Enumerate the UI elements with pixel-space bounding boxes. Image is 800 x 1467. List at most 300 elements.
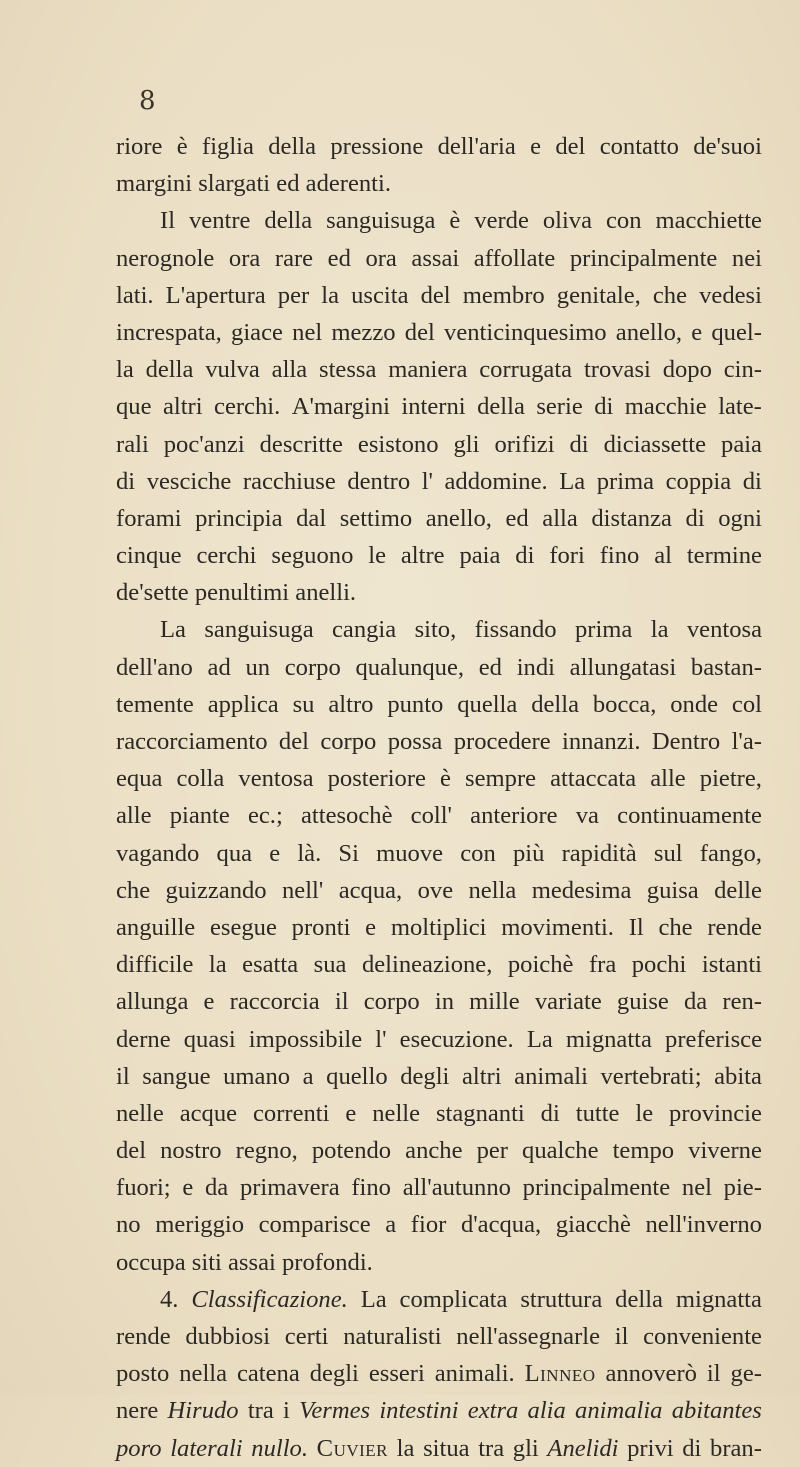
word — [405, 1132, 462, 1169]
text-run: acque — [179, 1099, 238, 1127]
word — [147, 463, 232, 500]
word — [474, 202, 529, 239]
word — [646, 1206, 762, 1243]
word — [435, 983, 454, 1020]
word — [707, 1355, 721, 1392]
word — [531, 686, 579, 723]
word — [718, 388, 762, 425]
word — [368, 537, 386, 574]
text-line — [116, 426, 762, 463]
text-run: applica — [207, 690, 279, 718]
word — [326, 202, 435, 239]
text-run: nel — [681, 1174, 712, 1202]
text-run: il — [334, 988, 349, 1016]
word — [479, 649, 502, 686]
text-run: alla — [542, 504, 578, 532]
text-run: anguille — [116, 913, 196, 941]
text-run: rapidità — [561, 839, 637, 867]
word — [670, 686, 718, 723]
word — [468, 1392, 519, 1429]
text-run: fino — [351, 1174, 391, 1202]
text-run: struttura — [520, 1285, 603, 1313]
text-run: rali — [116, 430, 149, 458]
word — [470, 797, 557, 834]
word — [275, 240, 313, 277]
word — [655, 202, 762, 239]
text-run: mezzo — [331, 318, 396, 346]
text-run: altri — [461, 1062, 502, 1090]
word — [116, 797, 152, 834]
word — [116, 128, 162, 165]
word — [196, 537, 256, 574]
word — [687, 611, 762, 648]
text-run: settimo — [339, 504, 413, 532]
text-line — [116, 872, 762, 909]
text-line — [116, 983, 762, 1020]
text-run: diciassette — [603, 430, 707, 458]
word — [527, 1021, 553, 1058]
text-run: ec.; — [247, 802, 283, 830]
word — [665, 1021, 762, 1058]
word — [474, 240, 555, 277]
text-line — [116, 388, 762, 425]
word — [523, 1169, 671, 1206]
text-line — [116, 1355, 762, 1392]
text-run: coppia — [665, 467, 732, 495]
word — [400, 1281, 508, 1318]
word — [163, 388, 203, 425]
text-run: e — [203, 988, 215, 1016]
word — [208, 649, 231, 686]
text-line — [116, 1169, 762, 1206]
text-run: sua — [313, 951, 347, 979]
word — [269, 835, 280, 872]
text-run: riore — [116, 133, 163, 160]
text-run: istanti — [701, 951, 762, 979]
word — [116, 946, 193, 983]
word — [520, 1281, 602, 1318]
word — [405, 314, 435, 351]
word — [314, 946, 347, 983]
text-run: rende — [707, 913, 762, 941]
text-run: e — [182, 1174, 194, 1202]
body-text — [116, 128, 762, 1467]
word — [202, 128, 254, 165]
word — [566, 1021, 652, 1058]
text-run: fuori; — [116, 1174, 171, 1202]
text-run: esegue — [209, 913, 277, 941]
word — [469, 983, 520, 1020]
word — [575, 1392, 662, 1429]
text-run: per — [277, 281, 310, 309]
word — [264, 202, 312, 239]
word — [116, 1021, 171, 1058]
text-run: distanza — [591, 504, 672, 532]
text-run: bastan- — [690, 653, 762, 681]
text-line — [116, 277, 762, 314]
word — [423, 1430, 469, 1467]
word — [532, 872, 632, 909]
text-run: possa — [387, 728, 443, 755]
word — [550, 760, 636, 797]
text-run: difficile — [116, 951, 194, 979]
text-run: naturalisti — [343, 1323, 442, 1350]
word — [166, 277, 266, 314]
text-line — [116, 574, 762, 611]
text-run: lati. — [116, 281, 154, 309]
text-line — [116, 1206, 762, 1243]
word — [422, 463, 433, 500]
word — [116, 1058, 130, 1095]
text-run: allungatasi — [569, 653, 677, 681]
word — [142, 1058, 210, 1095]
text-run: degli — [400, 1062, 450, 1090]
text-run: ora — [365, 244, 397, 272]
text-run: continuamente — [617, 802, 762, 830]
word — [177, 128, 188, 165]
word — [525, 1355, 596, 1392]
word — [116, 240, 214, 277]
word — [547, 1430, 618, 1467]
word — [722, 983, 762, 1020]
word — [536, 388, 582, 425]
text-run: muove — [376, 839, 444, 867]
word — [292, 388, 390, 425]
word — [461, 1206, 541, 1243]
text-run: de'suoi — [693, 133, 762, 160]
word — [116, 1392, 158, 1429]
text-run: vertebrati; — [600, 1062, 702, 1090]
word — [249, 1021, 362, 1058]
word — [185, 1318, 270, 1355]
word — [116, 1355, 169, 1392]
text-run: i — [283, 1397, 290, 1425]
text-run: vesciche — [146, 467, 232, 495]
text-run: ora — [228, 244, 261, 272]
word — [457, 686, 517, 723]
text-run: allunga — [116, 988, 189, 1016]
word — [635, 1095, 653, 1132]
text-run: vagando — [116, 839, 200, 867]
text-run: forami — [116, 504, 182, 532]
text-run: l' — [375, 1025, 387, 1053]
word — [421, 277, 451, 314]
word — [711, 314, 762, 351]
text-line — [116, 128, 762, 165]
text-run: intestini — [379, 1397, 459, 1425]
word — [411, 240, 459, 277]
text-run: principalmente — [522, 1174, 671, 1202]
text-run: dal — [296, 504, 327, 532]
text-run: temente — [116, 690, 194, 718]
text-run: La — [559, 467, 586, 495]
text-run: indi — [516, 653, 555, 681]
text-run: rende — [116, 1323, 171, 1350]
text-line — [116, 1095, 762, 1132]
word — [116, 463, 135, 500]
text-run: pressione — [330, 133, 424, 160]
text-run: di — [594, 393, 614, 421]
text-line — [116, 686, 762, 723]
word — [562, 835, 637, 872]
text-line — [116, 723, 762, 760]
text-run: là. — [297, 839, 322, 867]
word — [251, 1430, 308, 1467]
text-run: principalmente — [569, 244, 718, 272]
text-run: esistono — [357, 430, 439, 458]
word — [449, 202, 460, 239]
word — [658, 909, 692, 946]
text-run: della — [531, 690, 579, 718]
word — [576, 797, 599, 834]
word — [477, 388, 525, 425]
text-run: gli — [512, 1434, 539, 1462]
word — [653, 277, 687, 314]
text-run: e — [269, 839, 281, 867]
word — [189, 202, 250, 239]
word — [205, 351, 260, 388]
text-run: guise — [616, 988, 669, 1016]
word — [321, 277, 339, 314]
word — [615, 1281, 663, 1318]
word — [584, 351, 651, 388]
word — [688, 1132, 762, 1169]
text-line — [116, 1281, 762, 1318]
text-run: che — [116, 876, 151, 904]
text-run: membro — [462, 281, 545, 309]
text-run: qualche — [522, 1137, 599, 1165]
text-run: della — [615, 1285, 663, 1313]
word — [606, 202, 642, 239]
word — [601, 1058, 702, 1095]
text-run: catena — [236, 1360, 300, 1388]
word — [326, 1058, 387, 1095]
word — [116, 835, 199, 872]
text-run: nella — [179, 1360, 228, 1388]
text-run: addomine. — [444, 467, 548, 495]
text-run: posteriore — [327, 765, 426, 793]
text-run: all'autunno — [402, 1174, 511, 1202]
word — [743, 463, 762, 500]
word — [686, 500, 705, 537]
text-run: ed — [478, 653, 502, 681]
word — [676, 1281, 762, 1318]
text-run: impossibile — [248, 1025, 363, 1053]
text-run: annoverò — [605, 1360, 697, 1388]
word — [204, 983, 215, 1020]
text-run: mignatta — [675, 1285, 762, 1313]
text-run: d'acqua, — [460, 1211, 542, 1239]
word — [217, 835, 253, 872]
word — [177, 760, 225, 797]
word — [699, 277, 762, 314]
word — [293, 686, 315, 723]
word — [282, 872, 323, 909]
text-run: cin- — [723, 356, 762, 384]
word — [388, 351, 467, 388]
text-run: procedere — [453, 728, 551, 755]
word — [710, 1430, 762, 1467]
word — [195, 500, 282, 537]
text-run: col — [731, 690, 762, 718]
word — [575, 611, 632, 648]
text-line — [116, 835, 762, 872]
text-run: nelle — [116, 1099, 164, 1127]
text-run: esecuzione. — [399, 1025, 514, 1053]
word — [116, 314, 222, 351]
text-run: extra — [467, 1397, 519, 1425]
text-run: poichè — [507, 951, 574, 979]
word — [343, 1318, 441, 1355]
text-run: Anelidi — [547, 1434, 619, 1462]
text-run: nel — [292, 318, 323, 346]
word — [116, 351, 134, 388]
text-run: guisa — [646, 876, 699, 904]
word — [364, 983, 420, 1020]
text-run: coll' — [410, 802, 452, 830]
word — [475, 611, 557, 648]
text-run: poc'anzi — [163, 430, 245, 458]
word — [401, 388, 465, 425]
word — [654, 537, 672, 574]
word — [385, 1206, 396, 1243]
text-line — [116, 314, 762, 351]
text-run: cerchi — [196, 542, 257, 570]
text-run: stessa — [319, 356, 377, 384]
text-run: con — [460, 839, 496, 867]
word — [170, 797, 230, 834]
word — [245, 649, 270, 686]
text-run: pietre, — [699, 765, 762, 793]
text-run: le — [635, 1099, 654, 1127]
text-run: un — [245, 653, 271, 681]
text-run: quella — [457, 690, 518, 718]
word — [320, 723, 376, 760]
word — [191, 1281, 347, 1318]
word — [340, 500, 412, 537]
text-run: qualunque, — [355, 653, 465, 681]
text-run: assai — [411, 244, 460, 272]
word — [616, 314, 682, 351]
word — [400, 1058, 449, 1095]
text-run: dopo — [662, 356, 712, 384]
word — [625, 388, 707, 425]
text-run: trovasi — [583, 356, 651, 384]
word — [591, 500, 672, 537]
word — [714, 1058, 762, 1095]
text-run: macchiette — [655, 207, 762, 235]
word — [415, 611, 457, 648]
word — [401, 537, 445, 574]
text-run: della — [268, 133, 317, 160]
text-run: e — [691, 318, 703, 346]
word — [478, 1430, 504, 1467]
text-run: no — [116, 1211, 141, 1239]
text-run: poro — [116, 1434, 162, 1462]
word — [116, 983, 188, 1020]
text-run: degli — [309, 1360, 359, 1388]
text-run: situa — [423, 1434, 470, 1462]
text-run: affollate — [473, 244, 556, 272]
text-run: punto — [387, 690, 444, 718]
word — [116, 1206, 141, 1243]
text-run: Hirudo — [167, 1397, 239, 1425]
text-run: sempre — [465, 765, 537, 793]
word — [238, 760, 313, 797]
word — [355, 649, 464, 686]
word — [562, 723, 641, 760]
text-run: onde — [670, 690, 719, 718]
word — [237, 1355, 300, 1392]
text-line — [116, 351, 762, 388]
word — [116, 388, 152, 425]
text-run: tutte — [575, 1099, 620, 1127]
text-run: cangia — [332, 616, 397, 644]
text-run: anteriore — [470, 802, 558, 830]
text-run: ren- — [722, 988, 762, 1016]
text-run: nella — [468, 876, 517, 904]
text-line — [116, 463, 762, 500]
word — [184, 1021, 236, 1058]
text-run: comparisce — [258, 1211, 371, 1239]
text-run: stagnanti — [435, 1099, 525, 1127]
text-run: la — [396, 1434, 415, 1462]
text-run: guizzando — [165, 876, 267, 904]
word — [535, 983, 602, 1020]
text-run: esseri — [368, 1360, 425, 1388]
text-run: fra — [588, 951, 617, 979]
word — [615, 1318, 629, 1355]
text-line — [116, 1318, 762, 1355]
text-run: meriggio — [155, 1211, 245, 1239]
word — [477, 1132, 508, 1169]
text-run: anello, — [425, 504, 492, 532]
text-run: Cuvier — [316, 1434, 389, 1462]
text-run: il — [614, 1323, 629, 1350]
word — [328, 686, 373, 723]
text-run: delle — [714, 876, 762, 904]
word — [296, 500, 326, 537]
word — [632, 946, 687, 983]
word — [576, 1095, 620, 1132]
word — [391, 909, 487, 946]
word — [456, 1318, 600, 1355]
word — [205, 1169, 228, 1206]
text-run: delineazione, — [361, 951, 493, 979]
word — [514, 1058, 588, 1095]
text-run: la — [116, 356, 134, 384]
word — [445, 463, 548, 500]
word — [116, 1318, 171, 1355]
word — [231, 314, 283, 351]
word — [732, 723, 762, 760]
text-run: potendo — [311, 1137, 392, 1165]
word — [160, 202, 175, 239]
word — [179, 1355, 227, 1392]
text-run: variate — [534, 988, 602, 1016]
word — [299, 1392, 370, 1429]
text-run: che — [652, 281, 688, 309]
text-run: correnti — [252, 1099, 330, 1127]
text-run: di — [682, 1434, 702, 1462]
text-run: colla — [176, 765, 225, 793]
text-run: abita — [714, 1062, 762, 1090]
word — [345, 1095, 356, 1132]
word — [724, 351, 762, 388]
text-run: orifizi — [494, 430, 555, 458]
text-run: medesima — [531, 876, 632, 904]
text-run: innanzi. — [562, 728, 641, 755]
